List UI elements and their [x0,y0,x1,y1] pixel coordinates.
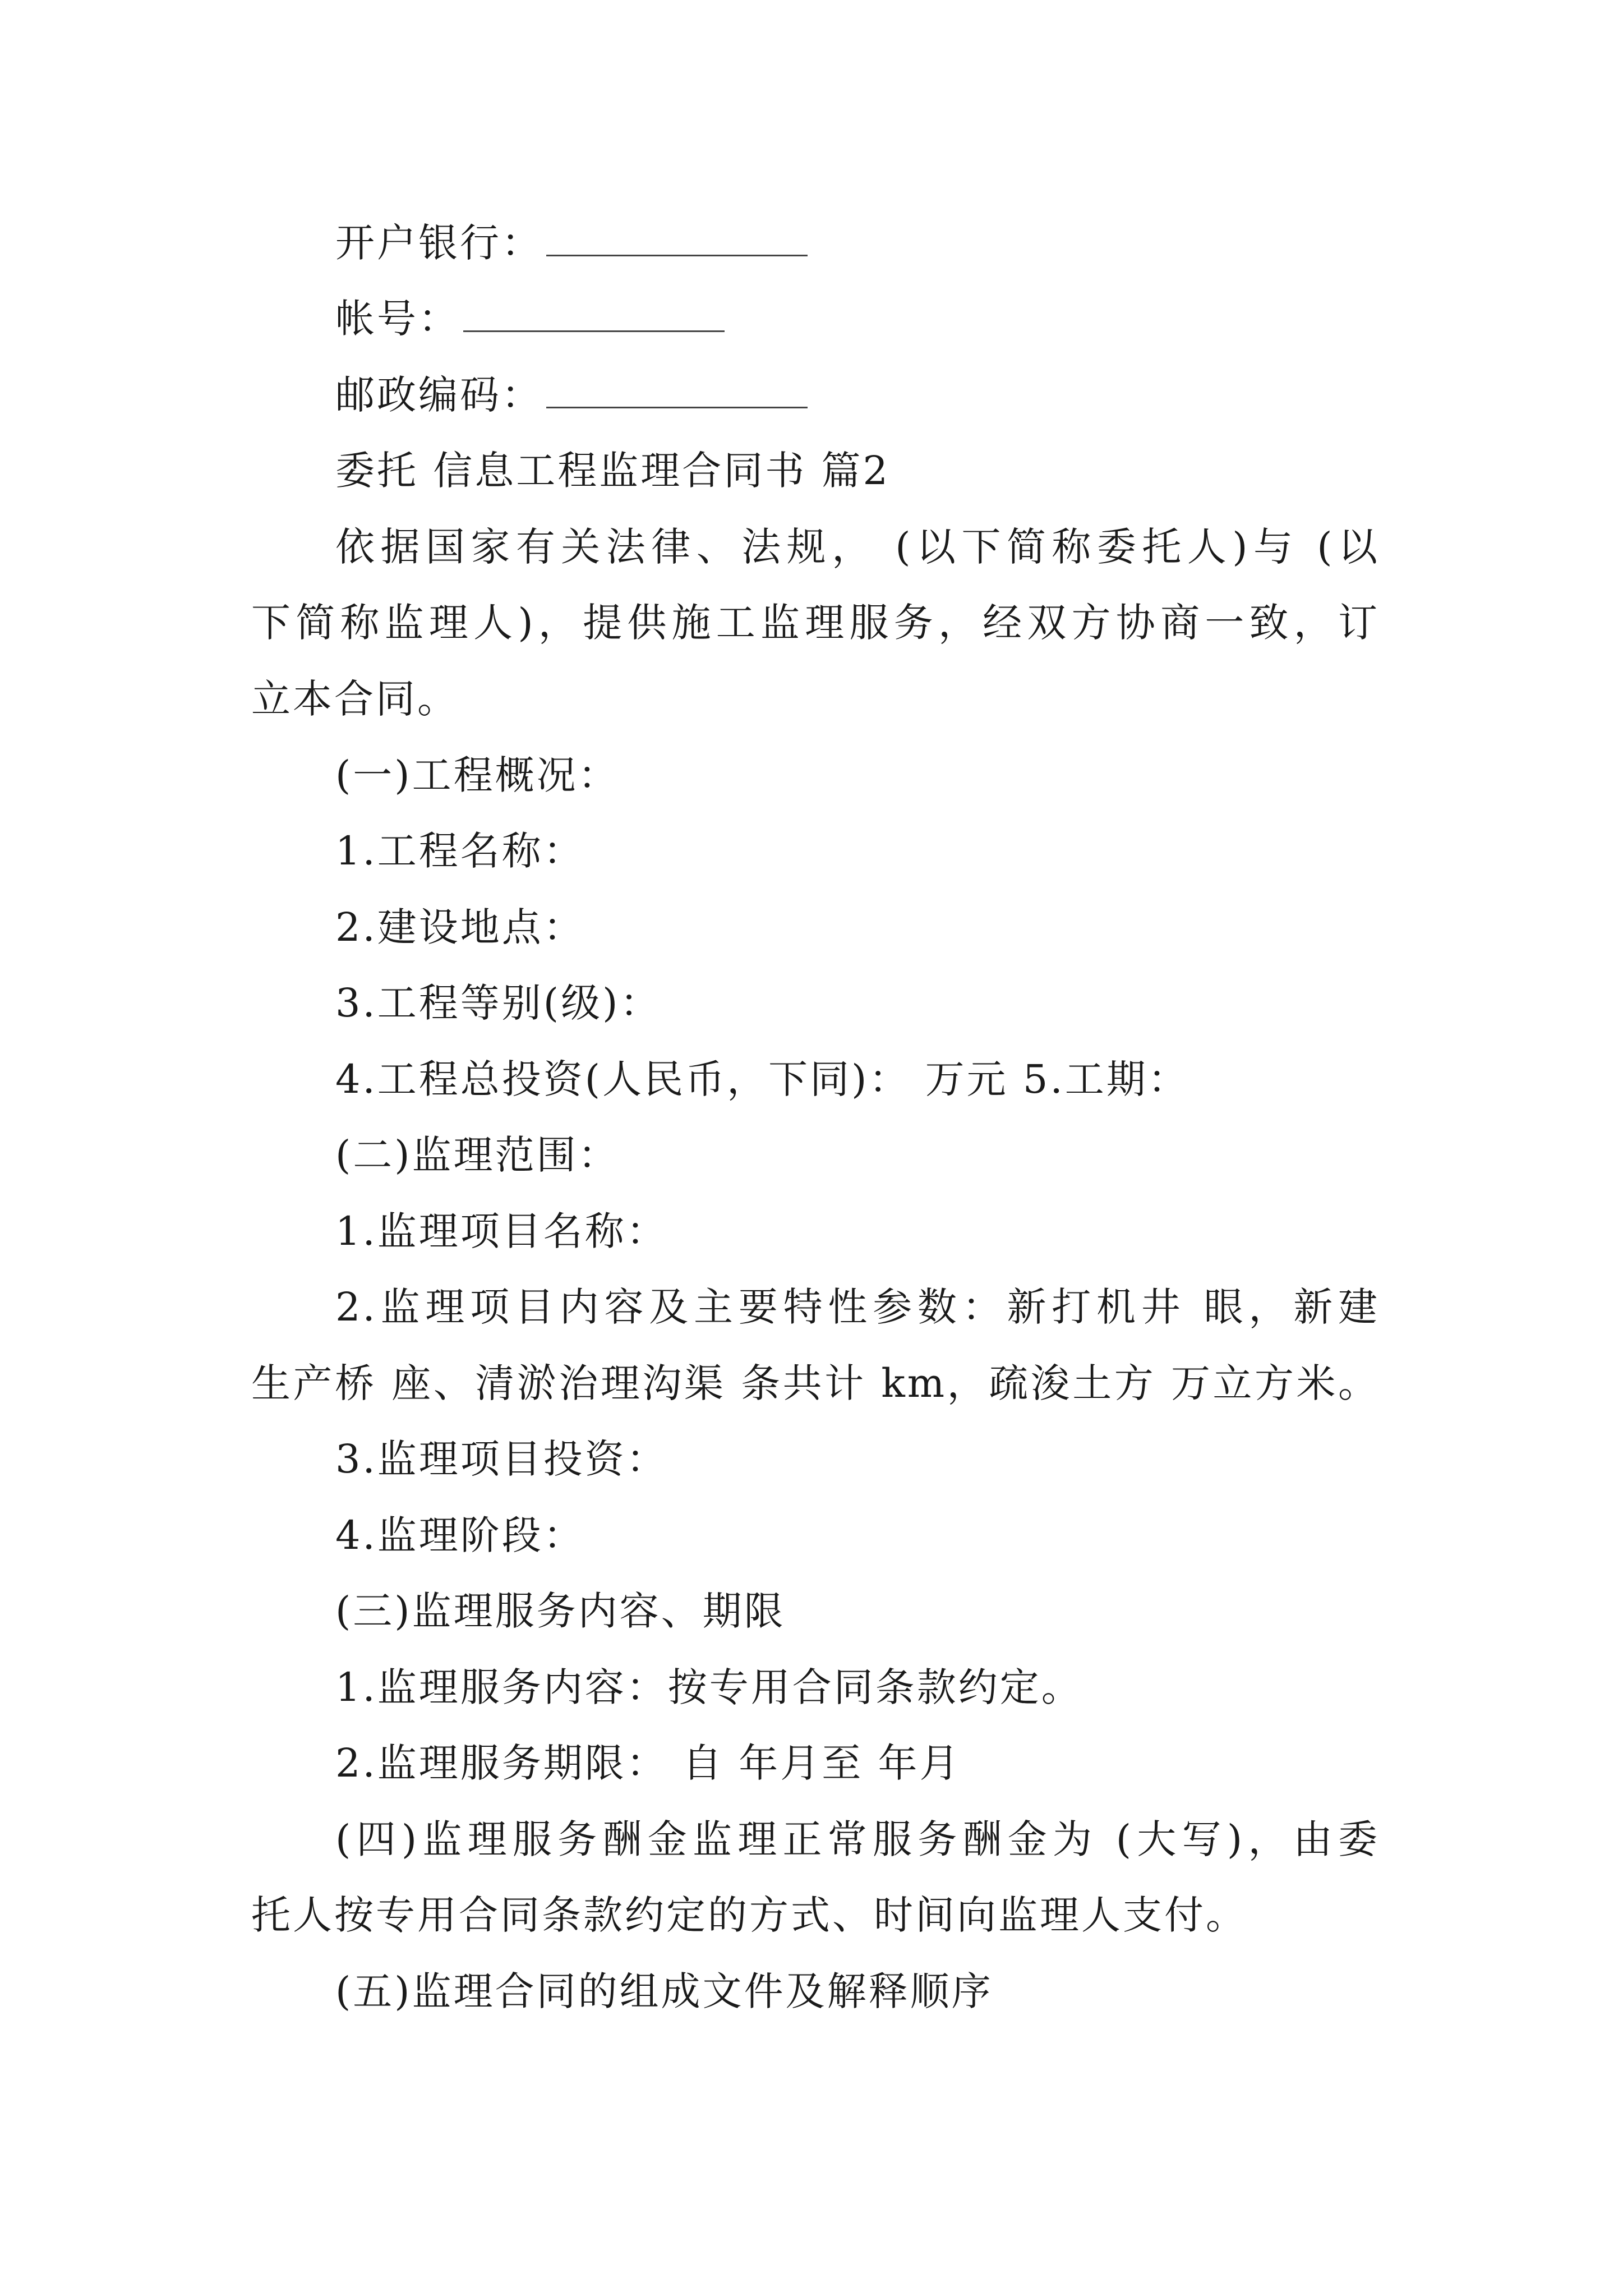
bank-label: 开户银行： [335,220,543,266]
part4-line2: 托人按专用合同条款约定的方式、时间向监理人支付。 [251,1892,1247,1938]
part2-item1: 1.监理项目名称： [335,1208,668,1254]
account-blank [463,301,725,332]
bank-blank [546,226,808,256]
part3-item1: 1.监理服务内容：按专用合同条款约定。 [335,1664,1083,1710]
part2-item3: 3.监理项目投资： [335,1436,668,1482]
part1-item1: 1.工程名称： [335,828,585,874]
part2-item2-line1: 2.监理项目内容及主要特性参数：新打机井 眼，新建 [335,1284,1380,1330]
part1-item3: 3.工程等别(级)： [335,980,662,1026]
postal-field [335,372,808,418]
part4-line1: (四)监理服务酬金监理正常服务酬金为 (大写)，由委 [335,1816,1380,1862]
part2-item2-line2: 生产桥 座、清淤治理沟渠 条共计 km，疏浚土方 万立方米。 [251,1360,1380,1406]
account-field [335,296,725,342]
part3-item2: 2.监理服务期限： 自 年月至 年月 [335,1740,961,1786]
intro-line-1: 依据国家有关法律、法规， (以下简称委托人)与 (以 [335,524,1380,570]
part1-item4: 4.工程总投资(人民币，下同)： 万元 5.工期： [335,1056,1189,1102]
part1-item2: 2.建设地点： [335,904,585,950]
part1-heading: (一)工程概况： [335,752,620,798]
intro-line-3: 立本合同。 [251,676,459,722]
postal-label: 邮政编码： [335,372,543,418]
bank-field [335,220,808,266]
part2-heading: (二)监理范围： [335,1132,620,1178]
postal-blank [546,378,808,408]
part5-heading: (五)监理合同的组成文件及解释顺序 [335,1968,993,2014]
part3-heading: (三)监理服务内容、期限 [335,1588,786,1634]
part2-item4: 4.监理阶段： [335,1512,585,1558]
section-title: 委托 信息工程监理合同书 篇2 [335,448,891,494]
intro-line-2: 下简称监理人)，提供施工监理服务，经双方协商一致，订 [251,600,1380,646]
account-label: 帐号： [335,296,460,342]
